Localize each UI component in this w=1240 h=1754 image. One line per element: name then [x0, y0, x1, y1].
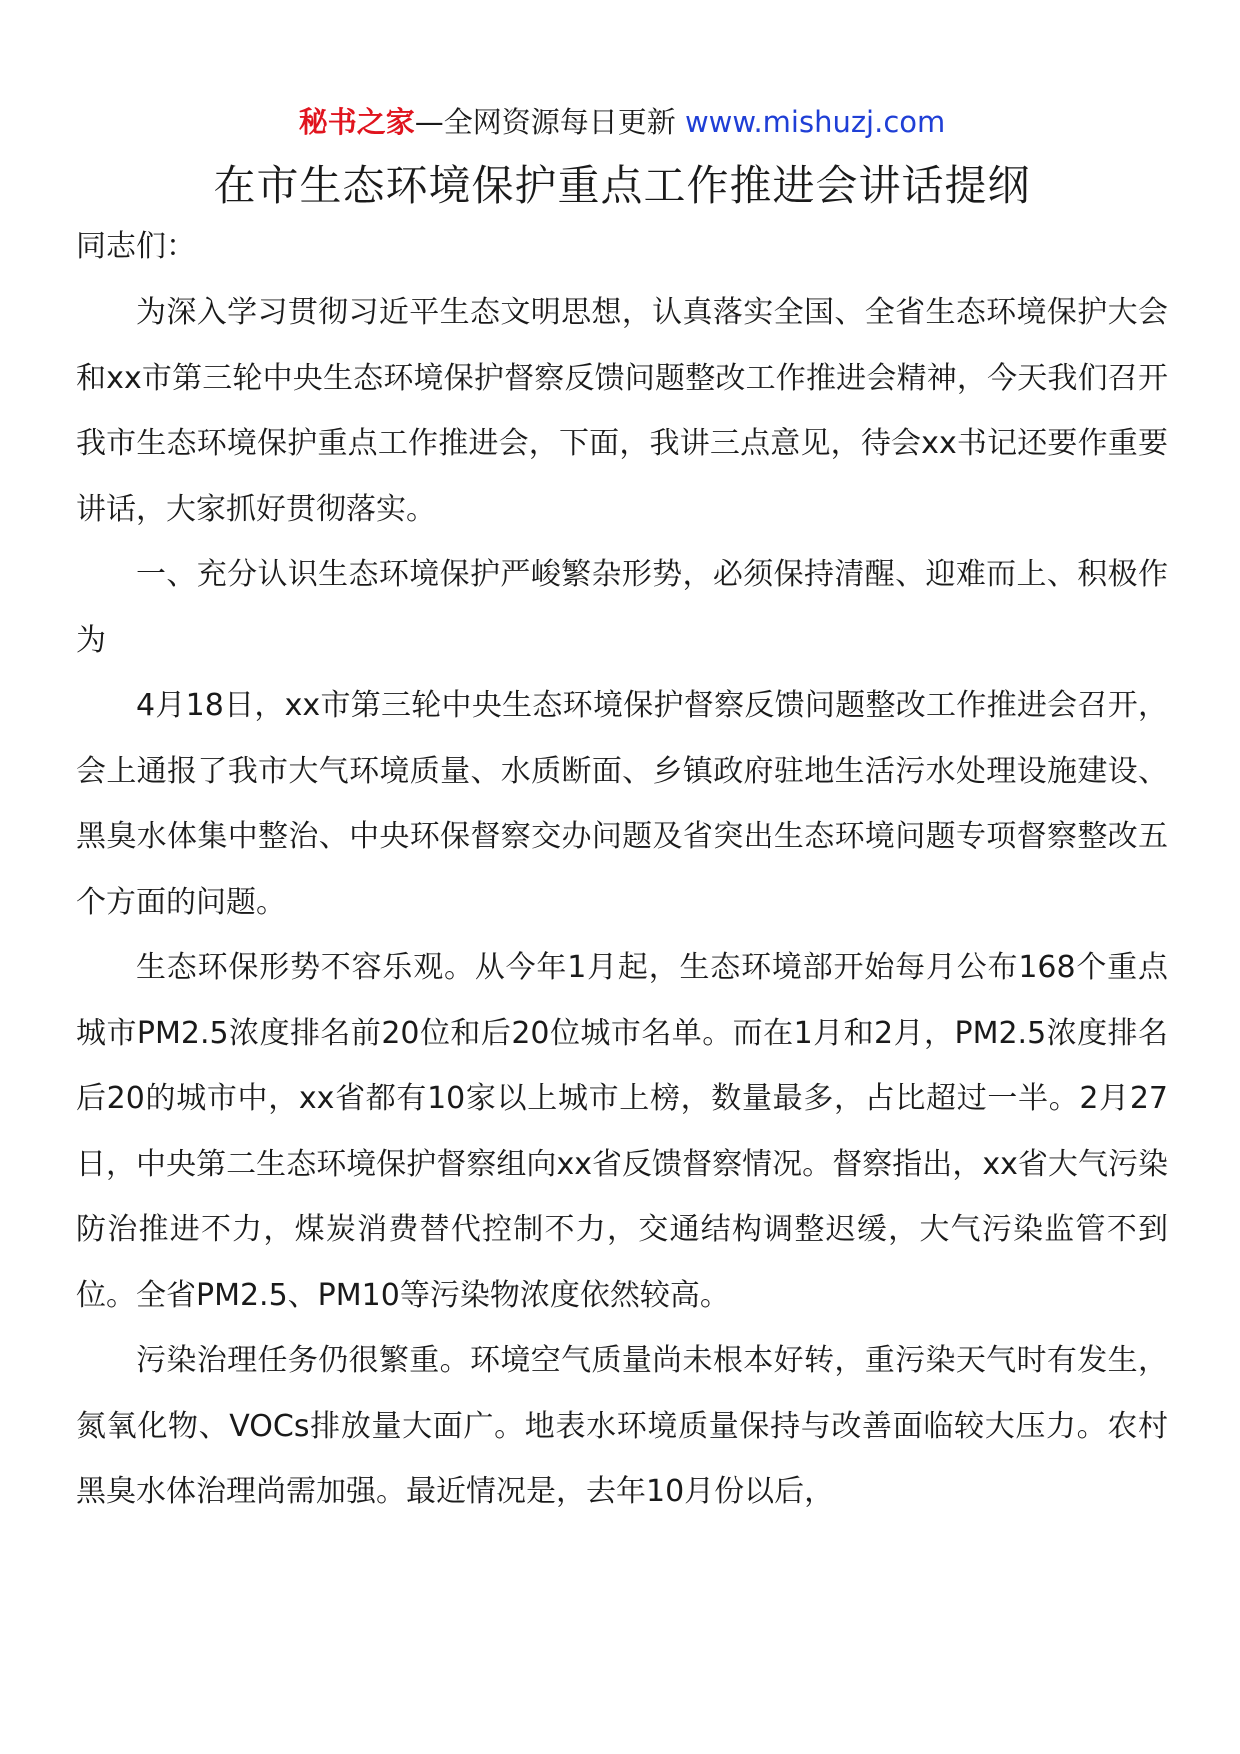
paragraph-situation: 生态环保形势不容乐观。从今年1月起，生态环境部开始每月公布168个重点城市PM2.5浓度排名前20位和后20位城市名单。而在1月和2月，PM2.5浓度排名后20的城市中，xx省都有10家以上城市上榜，数量最多，占比超过一半。2月27日，中央第二生态环境保护督察组向xx省反馈督察情况。督察指出，xx省大气污染防治推进不力，煤炭消费替代控制不力，交通结构调整迟缓，大气污染监管不到位。全省PM2.5、PM10等污染物浓度依然较高。	[76, 950, 1168, 1313]
brand-name: 秘书之家	[298, 105, 415, 139]
header-tagline: —全网资源每日更新	[414, 105, 685, 139]
site-url-link[interactable]: www.mishuzj.com	[684, 105, 946, 139]
document-body	[76, 280, 1168, 1525]
document-title: 在市生态环境保护重点工作推进会讲话提纲	[213, 161, 1031, 210]
section-heading-1: 一、充分认识生态环境保护严峻繁杂形势，必须保持清醒、迎难而上、积极作为	[76, 557, 1168, 658]
site-header	[76, 100, 1168, 144]
paragraph-intro: 为深入学习贯彻习近平生态文明思想，认真落实全国、全省生态环境保护大会和xx市第三轮中央生态环境保护督察反馈问题整改工作推进会精神，今天我们召开我市生态环境保护重点工作推进会，下面，我讲三点意见，待会xx书记还要作重要讲话，大家抓好贯彻落实。	[76, 295, 1168, 527]
paragraph-pollution: 污染治理任务仍很繁重。环境空气质量尚未根本好转，重污染天气时有发生，氮氧化物、VOCs排放量大面广。地表水环境质量保持与改善面临较大压力。农村黑臭水体治理尚需加强。最近情况是，去年10月份以后，	[76, 1343, 1168, 1509]
salutation: 同志们：	[76, 229, 196, 264]
paragraph-meeting: 4月18日，xx市第三轮中央生态环境保护督察反馈问题整改工作推进会召开，会上通报了我市大气环境质量、水质断面、乡镇政府驻地生活污水处理设施建设、黑臭水体集中整治、中央环保督察交办问题及省突出生态环境问题专项督察整改五个方面的问题。	[76, 688, 1168, 920]
